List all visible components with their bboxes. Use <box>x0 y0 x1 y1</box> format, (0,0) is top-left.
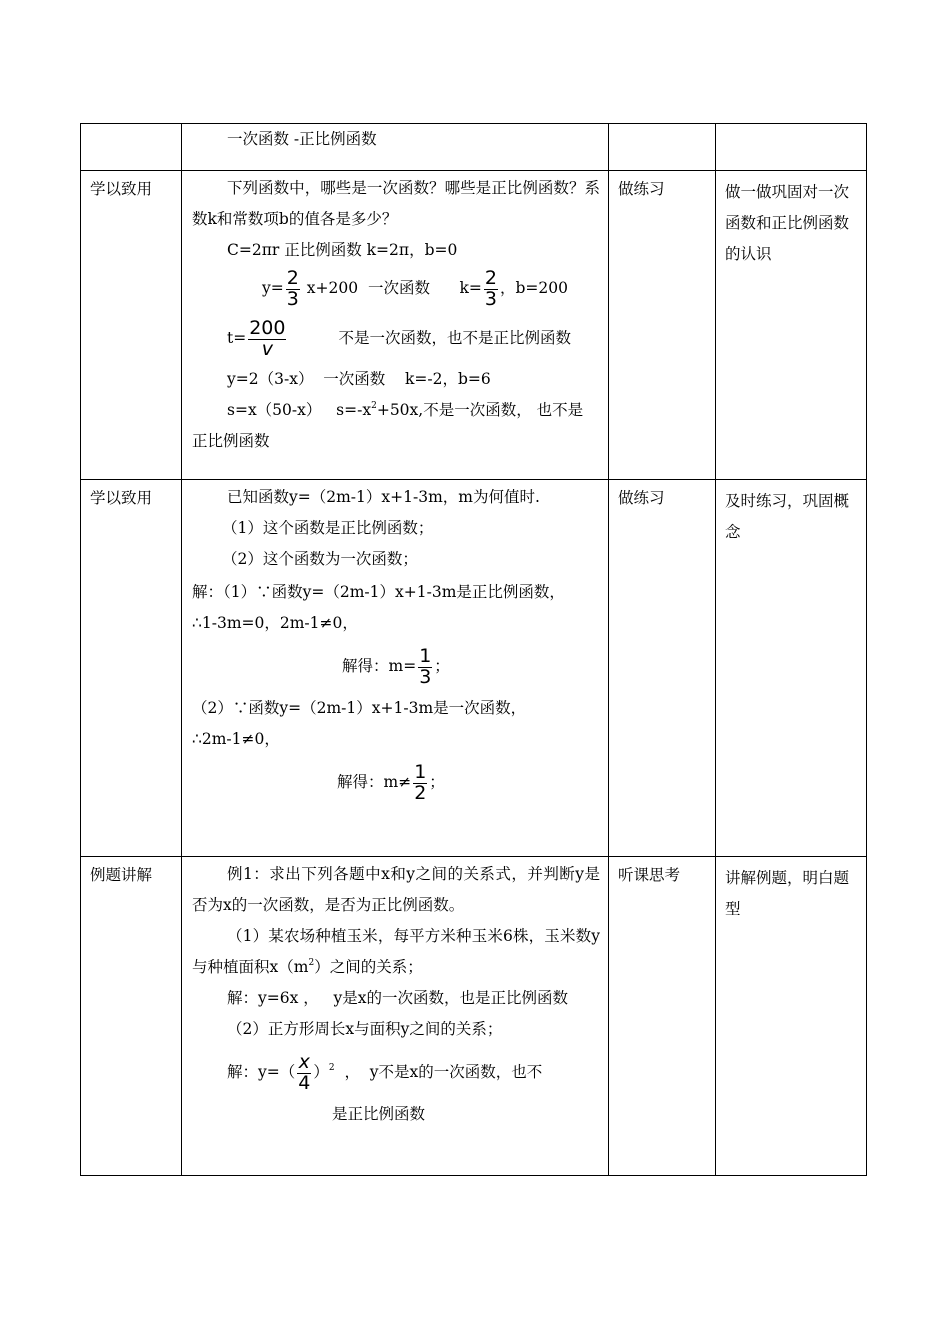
exercise-line-3: t= $\frac{200}{v}$ 不是一次函数，也不是正比例函数 <box>227 316 571 360</box>
header-content-cell <box>182 124 609 171</box>
section-title: 一次函数 -正比例函数 <box>227 130 377 148</box>
content-cell-1 <box>182 171 609 480</box>
fraction-200-over-v: $\frac{200}{v}$ <box>249 316 286 360</box>
section-row-2 <box>81 480 867 857</box>
exercise-line-5: s=x（50-x） $s=-x^2+50x$,不是一次函数， 也不是 <box>227 401 584 419</box>
purpose-text-2: 及时练习，巩固概念 <box>716 480 867 857</box>
exercise-intro: 下列函数中，哪些是一次函数？哪些是正比例函数？系数k和常数项b的值各是多少？ <box>192 179 600 228</box>
fraction-one-third: $\frac{1}{3}$ <box>419 644 432 688</box>
example-1-part-1: （1）某农场种植玉米，每平方米种玉米6株，玉米数y与种植面积$x(m^2)$之间的关系； <box>192 927 600 976</box>
problem-part-1: （1）这个函数是正比例函数； <box>222 519 434 537</box>
section-row-1 <box>81 171 867 480</box>
example-1-statement: 例1：求出下列各题中x和y之间的关系式，并判断y是否为x的一次函数，是否为正比例函数。 <box>192 865 600 914</box>
solution-line-1: 解：（1）∵函数y=（2m-1）x+1-3m是正比例函数， <box>192 583 565 601</box>
header-activity-cell <box>609 124 716 171</box>
stage-label-2: 学以致用 <box>81 480 182 857</box>
activity-label-2: 做练习 <box>609 480 716 857</box>
solution-line-5: ∴2m-1≠0， <box>192 730 280 748</box>
solution-line-6: 解得：m≠ $\frac{1}{2}$ ； <box>337 760 445 804</box>
header-purpose-cell <box>716 124 867 171</box>
lesson-plan-table <box>80 123 867 1176</box>
solution-line-4: （2）∵函数y=（2m-1）x+1-3m是一次函数， <box>192 699 527 717</box>
content-cell-2 <box>182 480 609 857</box>
exercise-line-2: y= $\frac{2}{3}$ x+200 一次函数 k= $\frac{2}{3}$ ，b=200 <box>262 266 568 310</box>
exercise-line-1: C=2πr 正比例函数 k=2π，b=0 <box>227 241 458 259</box>
solution-line-2: ∴1-3m=0，2m-1≠0， <box>192 614 358 632</box>
fraction-two-thirds: $\frac{2}{3}$ <box>286 266 299 310</box>
example-1-answer-1: 解：y=6x ， y是x的一次函数，也是正比例函数 <box>227 989 569 1007</box>
activity-label-3: 听课思考 <box>609 857 716 1176</box>
fraction-two-thirds-k: $\frac{2}{3}$ <box>484 266 497 310</box>
example-1-answer-2-cont: 是正比例函数 <box>332 1105 426 1123</box>
stage-label-3: 例题讲解 <box>81 857 182 1176</box>
activity-label-1: 做练习 <box>609 171 716 480</box>
purpose-text-3: 讲解例题，明白题型 <box>716 857 867 1176</box>
fraction-one-half: $\frac{1}{2}$ <box>414 760 427 804</box>
section-row-3 <box>81 857 867 1176</box>
stage-label-1: 学以致用 <box>81 171 182 480</box>
example-1-answer-2: 解：y=（ $\frac{x}{4}$ ）$^2$ ， y不是x的一次函数，也不 <box>227 1050 543 1094</box>
problem-statement: 已知函数y=（2m-1）x+1-3m，m为何值时. <box>227 488 540 506</box>
content-cell-3 <box>182 857 609 1176</box>
header-stage-cell <box>81 124 182 171</box>
header-row <box>81 124 867 171</box>
exercise-line-4: y=2（3-x） 一次函数 k=-2，b=6 <box>227 370 491 388</box>
solution-line-3: 解得：m= $\frac{1}{3}$ ； <box>342 644 450 688</box>
purpose-text-1: 做一做巩固对一次函数和正比例函数的认识 <box>716 171 867 480</box>
problem-part-2: （2）这个函数为一次函数； <box>222 550 418 568</box>
example-1-part-2: （2）正方形周长x与面积y之间的关系； <box>227 1020 503 1038</box>
exercise-line-6: 正比例函数 <box>192 432 270 450</box>
fraction-x-over-4: $\frac{x}{4}$ <box>298 1050 311 1094</box>
